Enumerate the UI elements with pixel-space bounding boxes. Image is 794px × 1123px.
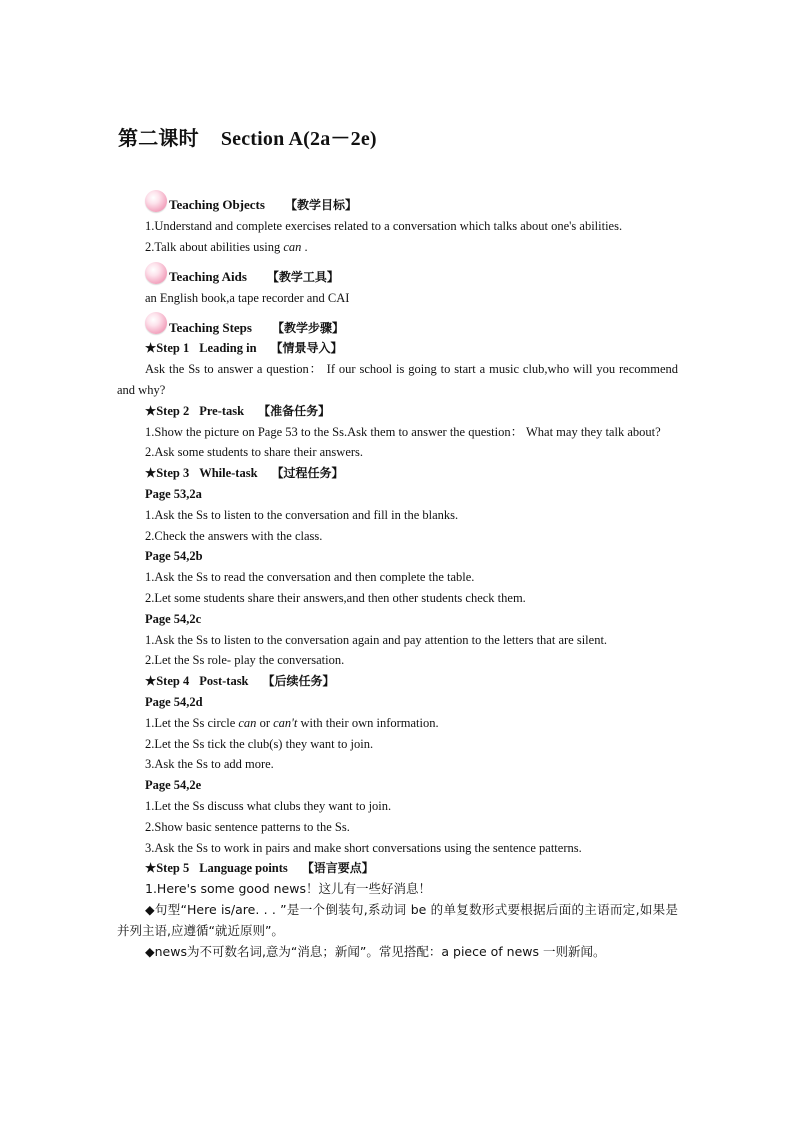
page-title <box>118 122 377 151</box>
step-4-2d-text-2: 2.Let the Ss tick the club(s) they want to join. <box>145 736 374 751</box>
step-label: ★Step 2 <box>145 403 190 418</box>
step-5-text-3: ◆news为不可数名词,意为“消息；新闻”。常见搭配：a piece of news 一则新闻。 <box>145 943 606 959</box>
text-part: or <box>256 715 274 730</box>
aids-text: an English book,a tape recorder and CAI <box>145 290 350 305</box>
section-heading-objects <box>117 188 678 216</box>
step-label: ★Step 3 <box>145 466 190 481</box>
step-4-2d-text-3: 3.Ask the Ss to add more. <box>145 757 274 772</box>
text-em: can't <box>273 715 298 730</box>
step-4-2d-text-1 <box>117 713 678 734</box>
step-2-text-2: 2.Ask some students to share their answers. <box>145 445 364 460</box>
step-5-heading <box>117 858 678 879</box>
step-cn: 【后续任务】 <box>262 674 335 689</box>
step-4-2e-text-1: 1.Let the Ss discuss what clubs they want to join. <box>145 798 392 813</box>
step-2-text-1: 1.Show the picture on Page 53 to the Ss.Ask them to answer the question： What may they talk about? <box>145 424 661 439</box>
text-em: can <box>238 715 257 730</box>
step-name: Post-task <box>199 674 249 689</box>
step-3-2c-text-2: 2.Let the Ss role- play the conversation. <box>145 653 345 668</box>
step-name: Pre-task <box>199 403 245 418</box>
objective-2-text: 2.Talk about abilities using <box>145 239 284 254</box>
step-name: Language points <box>199 861 288 876</box>
step-cn: 【情景导入】 <box>270 341 343 356</box>
text-part: 1.Let the Ss circle <box>145 715 239 730</box>
section-heading-steps <box>117 310 678 338</box>
flower-bullet-icon <box>145 262 167 284</box>
step-5-text-1: 1.Here's some good news！这儿有一些好消息！ <box>145 881 431 897</box>
objective-2-em: can <box>283 239 302 254</box>
section-heading-cn: 【教学目标】 <box>284 198 357 213</box>
step-label: ★Step 5 <box>145 861 190 876</box>
page-ref-2b: Page 54,2b <box>145 549 203 564</box>
step-name: Leading in <box>199 341 257 356</box>
step-3-2b-text-1: 1.Ask the Ss to read the conversation and then complete the table. <box>145 570 475 585</box>
step-5-text-2: ◆句型“Here is/are. . . ”是一个倒装句,系动词 be 的单复数形式要根据后面的主语而定,如果是并列主语,应遵循“就近原则”。 <box>117 901 678 938</box>
section-heading-label: Teaching Objects <box>169 197 265 213</box>
step-cn: 【过程任务】 <box>271 466 344 481</box>
title-cn: 第二课时 <box>118 128 199 150</box>
page-ref-2e: Page 54,2e <box>145 778 202 793</box>
objective-2-end: . <box>301 239 308 254</box>
section-heading-label: Teaching Steps <box>169 319 252 335</box>
step-cn: 【语言要点】 <box>301 861 374 876</box>
document-body <box>117 186 678 962</box>
step-label: ★Step 1 <box>145 341 190 356</box>
objective-1: 1.Understand and complete exercises related to a conversation which talks about one's abilities. <box>145 219 623 233</box>
text-part: with their own information. <box>297 715 439 730</box>
step-1-text: Ask the Ss to answer a question： If our school is going to start a music club,who will you recommend and why? <box>117 362 678 397</box>
flower-bullet-icon <box>145 190 167 212</box>
step-1-heading <box>117 338 678 359</box>
step-name: While-task <box>199 466 258 481</box>
flower-bullet-icon <box>145 312 167 334</box>
step-3-heading <box>117 463 678 484</box>
step-4-2e-text-3: 3.Ask the Ss to work in pairs and make short conversations using the sentence patterns. <box>145 840 582 855</box>
step-2-heading <box>117 401 678 422</box>
section-heading-aids <box>117 260 678 288</box>
step-4-heading <box>117 671 678 692</box>
page-ref-2d: Page 54,2d <box>145 694 203 709</box>
step-3-2a-text-2: 2.Check the answers with the class. <box>145 528 323 543</box>
step-3-2a-text-1: 1.Ask the Ss to listen to the conversation and fill in the blanks. <box>145 507 459 522</box>
step-3-2b-text-2: 2.Let some students share their answers,and then other students check them. <box>145 590 526 605</box>
section-heading-cn: 【教学步骤】 <box>271 320 344 335</box>
section-heading-label: Teaching Aids <box>169 268 247 284</box>
page-ref-2c: Page 54,2c <box>145 611 202 626</box>
page-ref-2a: Page 53,2a <box>145 486 202 501</box>
objective-2 <box>117 237 678 258</box>
step-label: ★Step 4 <box>145 674 190 689</box>
step-3-2c-text-1: 1.Ask the Ss to listen to the conversation again and pay attention to the letters that are silent. <box>145 632 608 647</box>
title-en: Section A(2a－2e) <box>220 128 377 150</box>
section-heading-cn: 【教学工具】 <box>266 269 339 284</box>
step-cn: 【准备任务】 <box>258 403 331 418</box>
step-4-2e-text-2: 2.Show basic sentence patterns to the Ss. <box>145 819 350 834</box>
